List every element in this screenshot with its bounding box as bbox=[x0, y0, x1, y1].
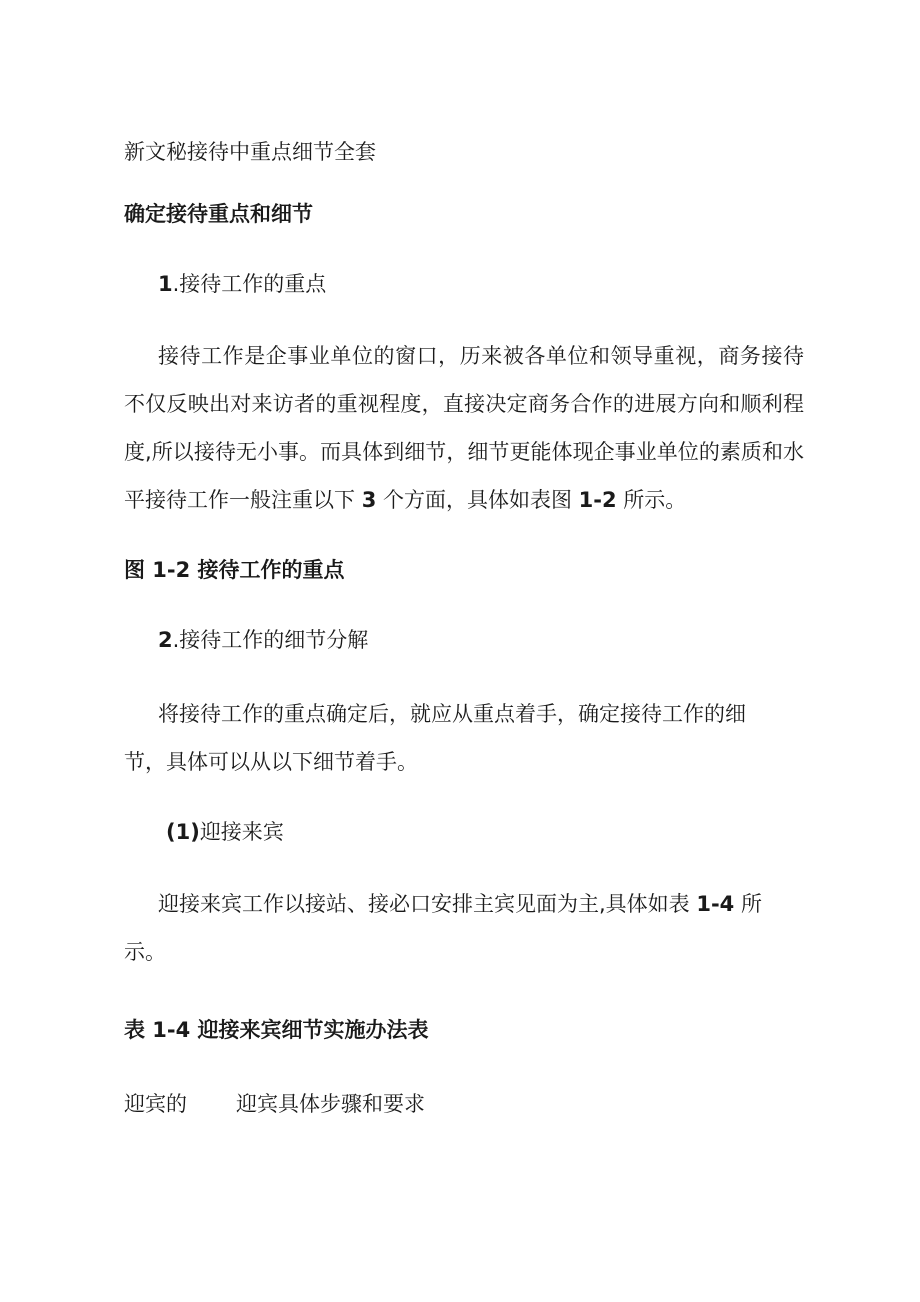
subsection-heading-2 bbox=[158, 626, 368, 654]
table-caption: 表 1-4 迎接来宾细节实施办法表 bbox=[124, 1018, 429, 1042]
subsection-number: 2 bbox=[158, 628, 173, 652]
section-heading: 确定接待重点和细节 bbox=[124, 202, 313, 226]
paragraph-text: 所示。 bbox=[616, 488, 687, 512]
subsection-number: 1 bbox=[158, 272, 173, 296]
paragraph-text: 接待工作是企事业单位的窗口，历来被各单位和领导重视，商务接待不仅反映出对来访者的重视程度，直接决定商务合作的进展方向和顺利程度,所以接待无小事。而具体到细节，细节更能体现企事业单位的素质和水平接待工作一般注重以下 bbox=[124, 344, 804, 512]
sub-item-heading bbox=[166, 818, 284, 846]
paragraph-1 bbox=[124, 332, 804, 524]
sub-item-text: 迎接来宾 bbox=[199, 820, 284, 844]
table-header-col2: 迎宾具体步骤和要求 bbox=[236, 1092, 425, 1116]
paragraph-3 bbox=[124, 880, 784, 976]
subsection-text: .接待工作的细节分解 bbox=[172, 628, 369, 652]
document-title: 新文秘接待中重点细节全套 bbox=[124, 140, 376, 164]
figure-reference: 1-2 bbox=[578, 488, 617, 512]
paragraph-number: 3 bbox=[361, 488, 377, 512]
subsection-heading-1 bbox=[158, 270, 326, 298]
paragraph-text: 所示。 bbox=[124, 892, 762, 964]
paragraph-text: 个方面，具体如表图 bbox=[376, 488, 579, 512]
paragraph-text: 迎接来宾工作以接站、接必口安排主宾见面为主,具体如表 bbox=[158, 892, 697, 916]
paragraph-2: 将接待工作的重点确定后，就应从重点着手，确定接待工作的细节，具体可以从以下细节着手。 bbox=[124, 702, 746, 774]
sub-item-number: (1) bbox=[166, 820, 200, 844]
table-header-col1: 迎宾的 bbox=[124, 1092, 187, 1116]
figure-caption: 图 1-2 接待工作的重点 bbox=[124, 558, 345, 582]
subsection-text: .接待工作的重点 bbox=[172, 272, 327, 296]
table-reference: 1-4 bbox=[696, 892, 735, 916]
